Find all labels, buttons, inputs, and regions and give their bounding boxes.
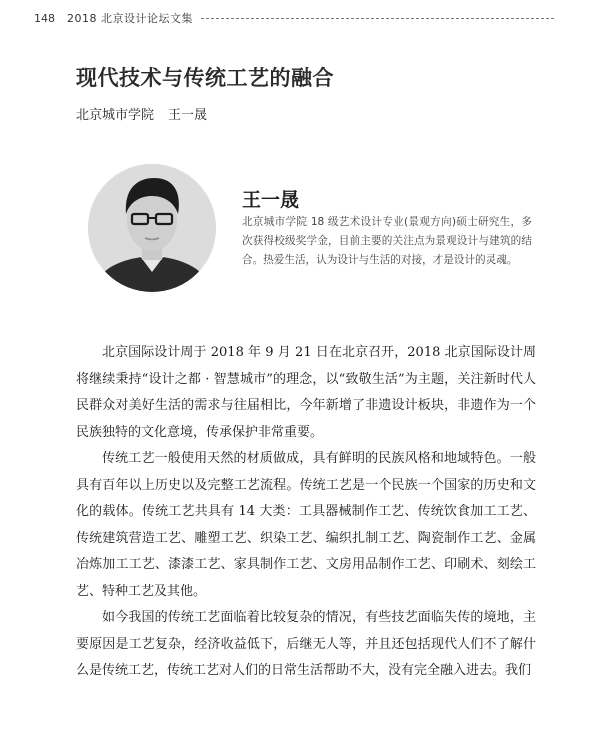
page-number: 148 [34, 11, 55, 25]
book-title: 2018 北京设计论坛文集 [67, 12, 193, 25]
author-line [76, 104, 207, 123]
author-name: 王一晟 [168, 108, 208, 123]
body-paragraph: 传统工艺一般使用天然的材质做成，具有鲜明的民族风格和地域特色。一般具有百年以上历史以及完整工艺流程。传统工艺是一个民族一个国家的历史和文化的载体。传统工艺共具有 14 大类：工具器械制作工艺、传统饮食加工工艺、传统建筑营造工艺、雕塑工艺、织染工艺、编织扎制工艺、陶瓷制作工艺、金属冶炼加工工艺、漆漆工艺、家具制作工艺、文房用品制作工艺、印刷术、刻绘工艺、特种工艺及其他。 [76, 451, 536, 599]
body-paragraph: 北京国际设计周于 2018 年 9 月 21 日在北京召开，2018 北京国际设计周将继续秉持“设计之都 · 智慧城市”的理念，以“致敬生活”为主题，关注新时代人民群众对美好生活的需求与往届相比，今年新增了非遗设计板块，非遗作为一个民族独特的文化意境，传承保护非常重要。 [76, 345, 536, 440]
article-title: 现代技术与传统工艺的融合 [76, 66, 334, 90]
portrait-illustration [88, 164, 216, 292]
profile-name: 王一晟 [242, 189, 300, 211]
author-portrait [88, 164, 216, 292]
article-body [76, 340, 536, 685]
running-header [34, 9, 554, 27]
body-paragraph: 如今我国的传统工艺面临着比较复杂的情况，有些技艺面临失传的境地，主要原因是工艺复杂，经济收益低下，后继无人等，并且还包括现代人们不了解什么是传统工艺，传统工艺对人们的日常生活帮助不大，没有完全融入进去。我们 [76, 610, 536, 678]
author-affiliation: 北京城市学院 [76, 108, 155, 123]
profile-bio: 北京城市学院 18 级艺术设计专业(景观方向)硕士研究生，多次获得校级奖学金，目前主要的关注点为景观设计与建筑的结合。热爱生活，认为设计与生活的对接，才是设计的灵魂。 [242, 216, 532, 266]
header-rule [201, 18, 554, 19]
